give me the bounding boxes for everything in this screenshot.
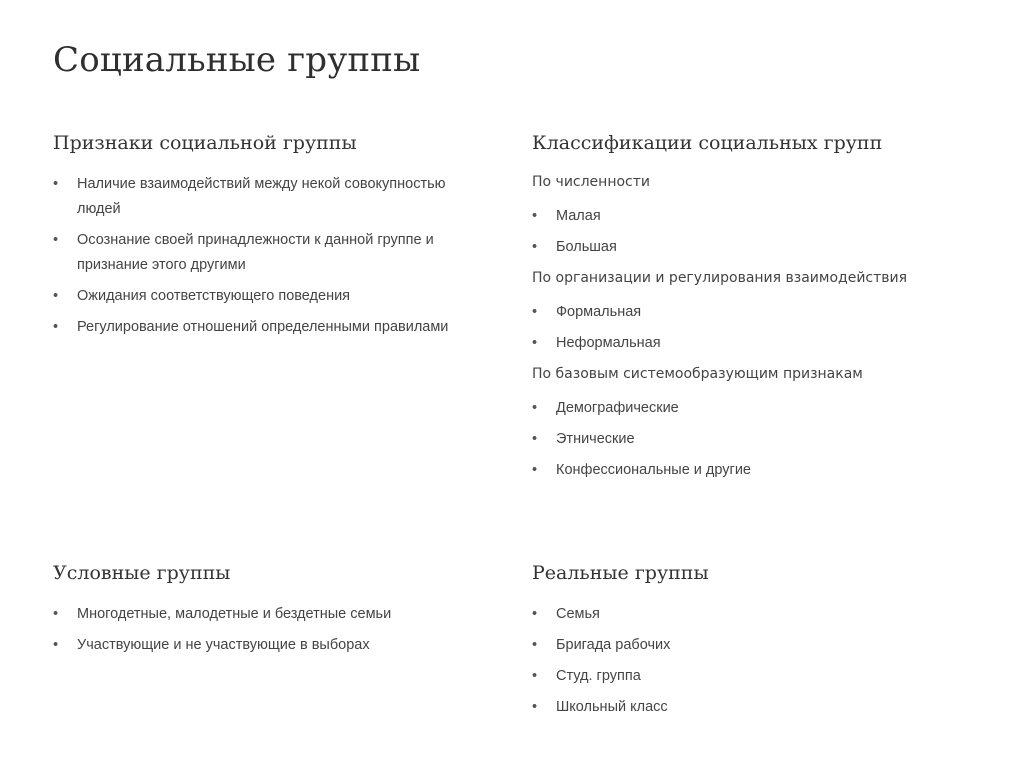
list-item: • Ожидания соответствующего поведения <box>53 284 483 309</box>
list-item: • Большая <box>532 235 972 260</box>
list-item: • Участвующие и не участвующие в выборах <box>53 633 483 658</box>
conditional-list <box>53 602 483 658</box>
list-item: • Регулирование отношений определенными правилами <box>53 315 483 340</box>
signs-heading: Признаки социальной группы <box>53 132 357 154</box>
list-item: • Малая <box>532 204 972 229</box>
classification-list-basic-features <box>532 396 972 483</box>
signs-list <box>53 172 483 340</box>
classification-label-organization: По организации и регулирования взаимодействия <box>532 270 908 286</box>
list-item: • Студ. группа <box>532 664 972 689</box>
classification-label-size: По численности <box>532 174 650 190</box>
signs-section <box>53 132 483 346</box>
real-heading: Реальные группы <box>532 562 709 584</box>
list-item: • Этнические <box>532 427 972 452</box>
classifications-section <box>532 132 972 493</box>
list-item: • Многодетные, малодетные и бездетные семьи <box>53 602 483 627</box>
conditional-section <box>53 562 483 664</box>
list-item: • Неформальная <box>532 331 972 356</box>
list-item: • Конфессиональные и другие <box>532 458 972 483</box>
page-title: Социальные группы <box>53 40 421 80</box>
list-item: • Наличие взаимодействий между некой совокупностью людей <box>53 172 483 222</box>
classification-list-size <box>532 204 972 260</box>
real-list <box>532 602 972 720</box>
list-item: • Формальная <box>532 300 972 325</box>
list-item: • Бригада рабочих <box>532 633 972 658</box>
list-item: • Осознание своей принадлежности к данной группе и признание этого другими <box>53 228 483 278</box>
list-item: • Семья <box>532 602 972 627</box>
classification-list-organization <box>532 300 972 356</box>
classification-label-basic-features: По базовым системообразующим признакам <box>532 366 863 382</box>
conditional-heading: Условные группы <box>53 562 231 584</box>
list-item: • Школьный класс <box>532 695 972 720</box>
list-item: • Демографические <box>532 396 972 421</box>
real-section <box>532 562 972 726</box>
classifications-heading: Классификации социальных групп <box>532 132 883 154</box>
